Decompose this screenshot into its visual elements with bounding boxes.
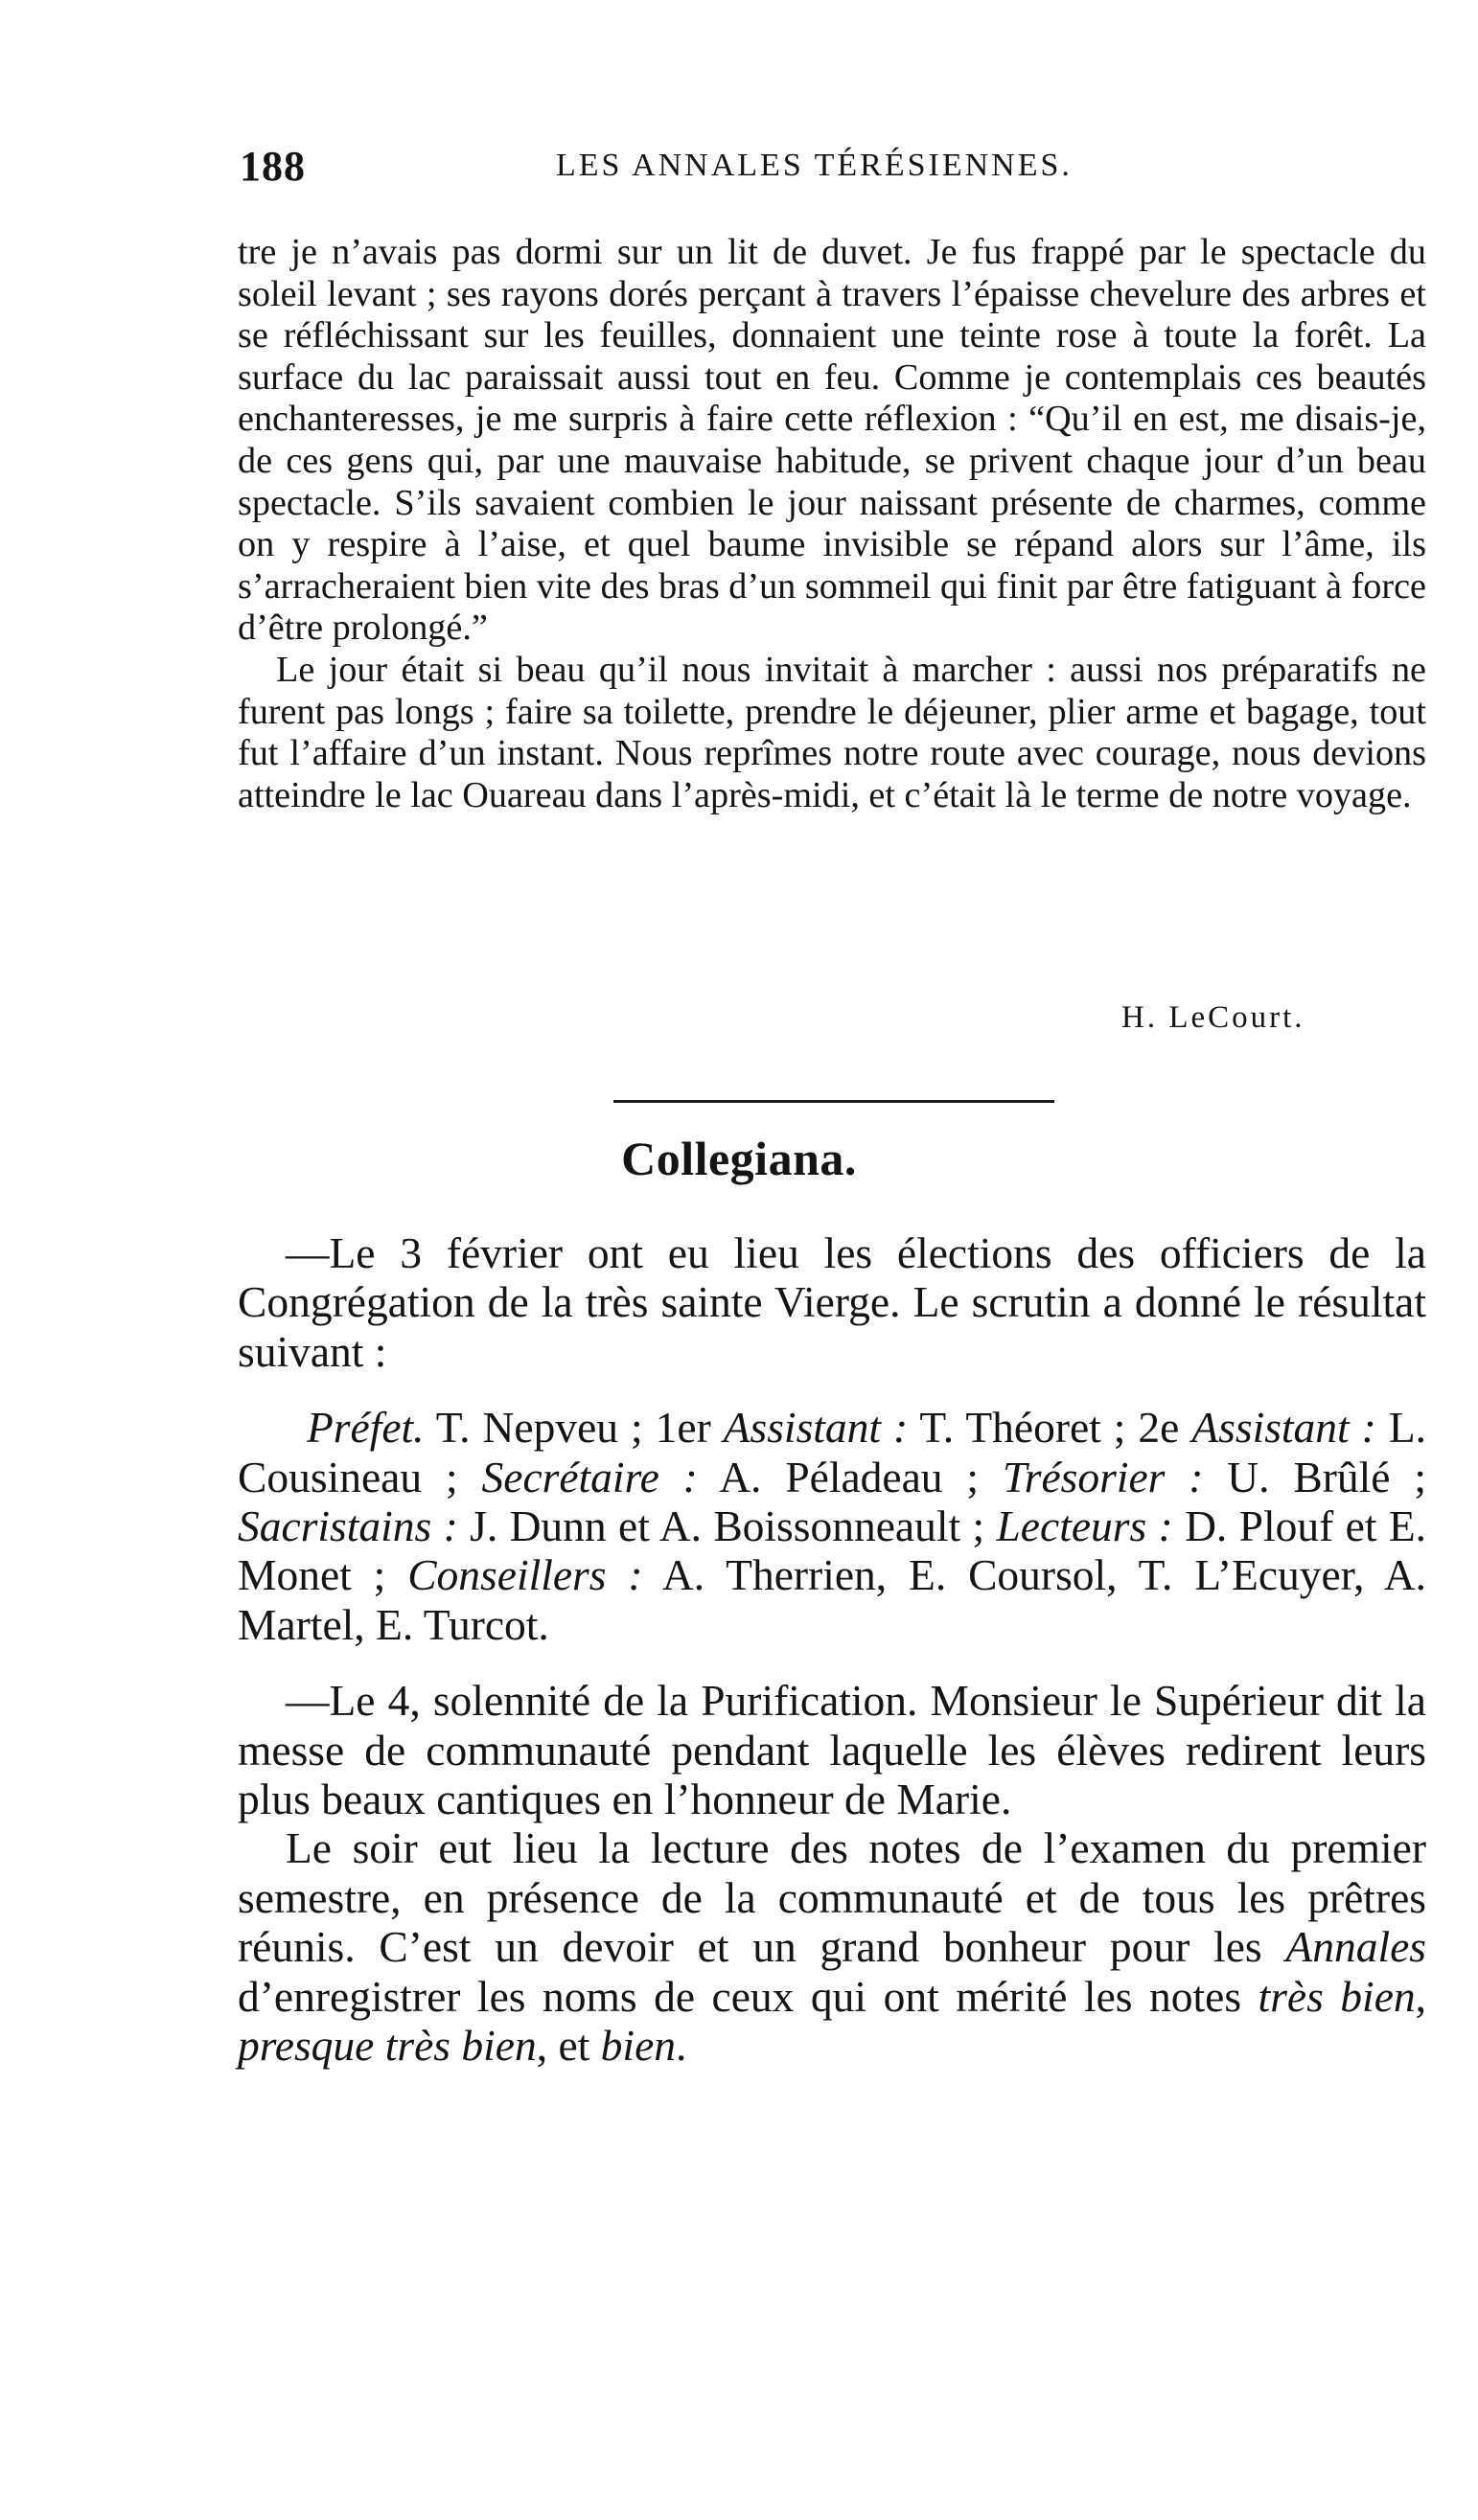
narrative-paragraph: tre je n’avais pas dormi sur un lit de duvet. Je fus frappé par le spectacle du soleil levant ; ses rayons dorés perçant à travers l’épaisse chevelure des arbres et se réfléchissant sur les feuilles, donnaient une teinte rose à toute la forêt. La surface du lac paraissait aussi tout en feu. Comme je contemplais ces beautés enchanteresses, je me surpris à faire cette réflexion : “Qu’il en est, me disais-je, de ces gens qui, par une mauvaise habitude, se privent chaque jour d’un beau spectacle. S’ils savaient combien le jour naissant présente de charmes, comme on y respire à l’aise, et quel baume invisible se répand alors sur l’âme, ils s’arracheraient bien vite des bras d’un sommeil qui finit par être fatiguant à force d’être prolongé.” [238,232,1426,649]
officer-title: Secrétaire : [481,1452,698,1501]
officer-name: U. Brûlé ; [1227,1452,1427,1501]
page-number: 188 [240,143,306,190]
narrative-text [238,232,1426,816]
punctuation: , et [536,2021,590,2071]
punctuation: , [1415,1971,1427,2021]
officer-name: A. Péladeau ; [719,1452,980,1501]
grade-label: bien [600,2021,677,2071]
annales-title: Annales [1285,1922,1427,1972]
lecture-text: d’enregistrer les noms de ceux qui ont mérité les notes [238,1971,1242,2021]
journal-title: LES ANNALES TÉRÉSIENNES. [556,148,1073,183]
officer-title: Trésorier : [1002,1452,1204,1501]
officer-title: Assistant : [723,1403,909,1453]
officer-title: Lecteurs : [996,1501,1173,1551]
officer-name: A. Therrien, E. Coursol, T. L’Ecuyer, A. Martel, E. Turcot. [238,1550,1427,1649]
officer-name: L. Cousineau ; [238,1403,1426,1501]
elections-paragraph: —Le 3 février ont eu lieu les élections des officiers de la Congrégation de la très sainte Vierge. Le scrutin a donné le résultat suivant : [238,1228,1426,1376]
officer-name: T. Nepveu ; [435,1403,643,1453]
author-signature: H. LeCourt. [1121,1000,1305,1035]
officer-title: Préfet. [307,1403,425,1453]
officer-name: D. Plouf et E. Monet ; [238,1501,1426,1600]
officer-title: Conseillers : [407,1550,643,1600]
section-title: Collegiana. [621,1132,857,1185]
officer-name: T. Théoret ; 2e [919,1403,1180,1453]
grade-label: presque très bien [238,2021,537,2071]
lecture-text: Le soir eut lieu la lecture des notes de l’examen du premier semestre, en présence de la communauté et de tous les prêtres réunis. C’est un devoir et un grand bonheur pour les [238,1823,1426,1972]
officer-title: Assistant : [1191,1403,1376,1453]
officers-paragraph [238,1403,1426,1649]
officer-name: J. Dunn et A. Boissonneault ; [470,1501,985,1551]
purification-paragraph: —Le 4, solennité de la Purification. Monsieur le Supérieur dit la messe de communauté pendant laquelle les élèves redirent leurs plus beaux cantiques en l’honneur de Marie. [238,1676,1426,1824]
grade-label: très bien [1258,1971,1416,2021]
punctuation: . [676,2021,687,2071]
collegiana-text [238,1228,1426,2071]
officer-title: Sacristains : [238,1501,458,1551]
narrative-paragraph: Le jour était si beau qu’il nous invitait à marcher : aussi nos préparatifs ne furent pas longs ; faire sa toilette, prendre le déjeuner, plier arme et bagage, tout fut l’affaire d’un instant. Nous reprîmes notre route avec courage, nous devions atteindre le lac Ouareau dans l’après-midi, et c’était là le terme de notre voyage. [238,649,1426,815]
ordinal: 1er [655,1403,711,1453]
running-head [240,142,1428,199]
section-divider [613,1100,1054,1103]
lecture-paragraph [238,1823,1426,2070]
